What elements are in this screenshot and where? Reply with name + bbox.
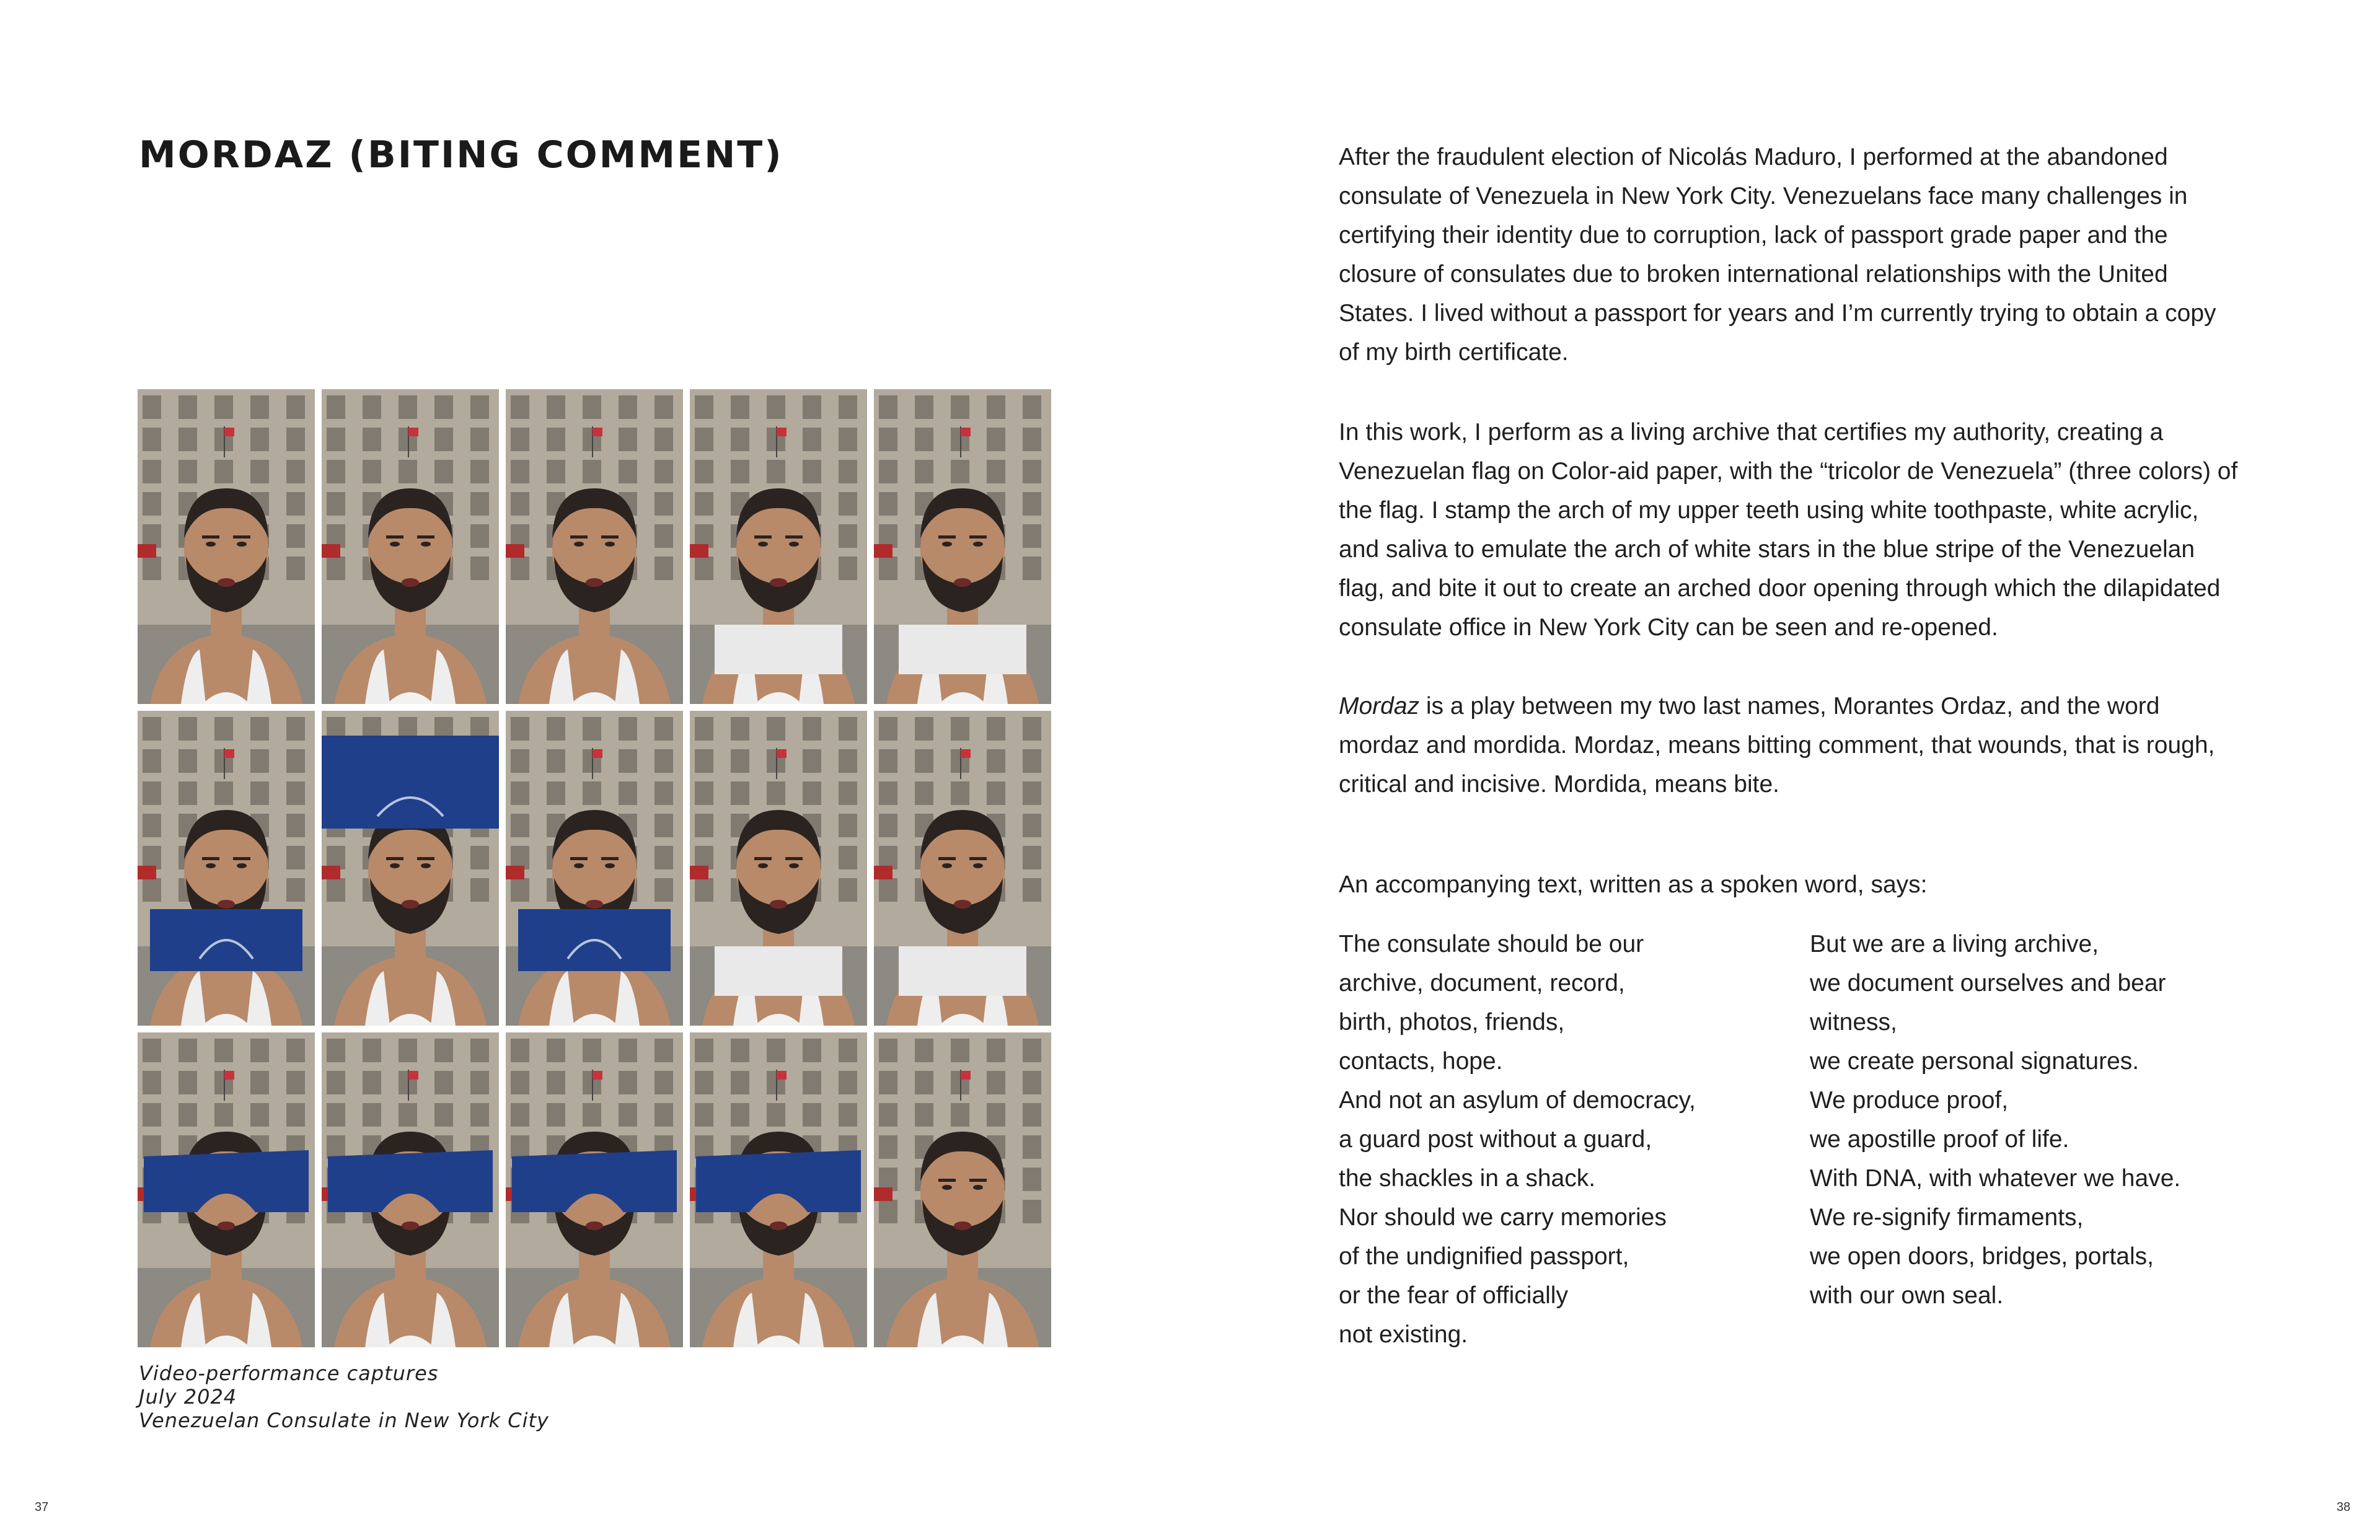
performance-photo xyxy=(322,1032,499,1347)
performance-photo xyxy=(322,389,499,704)
poem-line: archive, document, record, xyxy=(1339,970,1625,997)
text-line: flag, and bite it out to create an arched door opening through which the dilapidated xyxy=(1339,575,2221,602)
poem-line: Nor should we carry memories xyxy=(1339,1204,1667,1231)
poem-line: the shackles in a shack. xyxy=(1339,1165,1596,1192)
poem-line: we apostille proof of life. xyxy=(1810,1126,2069,1153)
paragraph-election xyxy=(1339,138,2256,372)
text-line: closure of consulates due to broken international relationships with the United xyxy=(1339,261,2168,288)
text-line: consulate of Venezuela in New York City. Venezuelans face many challenges in xyxy=(1339,183,2188,209)
poem-line: But we are a living archive, xyxy=(1810,931,2099,957)
poem-line: With DNA, with whatever we have. xyxy=(1810,1165,2181,1192)
performance-photo xyxy=(322,711,499,1026)
performance-photo-image xyxy=(690,1032,867,1347)
poem-column-right xyxy=(1810,925,2256,1315)
text-line: States. I lived without a passport for years and I’m currently trying to obtain a copy xyxy=(1339,300,2216,327)
performance-photo xyxy=(506,1032,683,1347)
text-line: Venezuelan flag on Color-aid paper, with the “tricolor de Venezuela” (three colors) of xyxy=(1339,458,2238,485)
poem-line: a guard post without a guard, xyxy=(1339,1126,1652,1153)
poem-line: or the fear of officially xyxy=(1339,1282,1568,1309)
text-line xyxy=(1339,687,2256,726)
text-line: certifying their identity due to corruption, lack of passport grade paper and the xyxy=(1339,222,2168,249)
performance-photo xyxy=(690,711,867,1026)
performance-photo-image xyxy=(506,1032,683,1347)
caption-line-date: July 2024 xyxy=(139,1385,237,1409)
poem-line: We produce proof, xyxy=(1810,1087,2009,1114)
text-line: of my birth certificate. xyxy=(1339,339,1569,366)
performance-photo xyxy=(874,711,1051,1026)
poem-column-left xyxy=(1339,925,1785,1354)
poem-line: contacts, hope. xyxy=(1339,1048,1503,1075)
photo-grid xyxy=(138,389,1051,1347)
poem-line: we open doors, bridges, portals, xyxy=(1810,1243,2154,1270)
text-line: After the fraudulent election of Nicolás Maduro, I performed at the abandoned xyxy=(1339,144,2168,170)
performance-photo xyxy=(506,711,683,1026)
poem-line: not existing. xyxy=(1339,1321,1468,1348)
performance-photo-image xyxy=(322,711,499,1026)
page-number-left: 37 xyxy=(35,1500,49,1514)
performance-photo-image xyxy=(506,389,683,704)
photo-caption xyxy=(139,1362,549,1432)
performance-photo-image xyxy=(322,1032,499,1347)
poem-intro xyxy=(1339,865,2256,904)
poem-line: birth, photos, friends, xyxy=(1339,1009,1565,1036)
italic-title-word: Mordaz xyxy=(1339,693,1420,719)
performance-photo xyxy=(690,389,867,704)
text-line: and saliva to emulate the arch of white stars in the blue stripe of the Venezuelan xyxy=(1339,536,2195,563)
poem-line: witness, xyxy=(1810,1009,1897,1036)
text-line: the flag. I stamp the arch of my upper teeth using white toothpaste, white acrylic, xyxy=(1339,497,2199,524)
performance-photo-image xyxy=(690,711,867,1026)
poem-line: we document ourselves and bear xyxy=(1810,970,2166,997)
text-line: An accompanying text, written as a spoken word, says: xyxy=(1339,871,1928,898)
caption-line-location: Venezuelan Consulate in New York City xyxy=(139,1409,549,1432)
text-line: In this work, I perform as a living archive that certifies my authority, creating a xyxy=(1339,419,2164,446)
performance-photo-image xyxy=(874,711,1051,1026)
paragraph-living-archive xyxy=(1339,413,2256,647)
performance-photo xyxy=(138,711,315,1026)
caption-line-medium: Video-performance captures xyxy=(139,1362,439,1385)
poem-line: We re-signify firmaments, xyxy=(1810,1204,2084,1231)
performance-photo xyxy=(138,389,315,704)
performance-photo-image xyxy=(138,389,315,704)
page-title: MORDAZ (BITING COMMENT) xyxy=(139,133,783,177)
text-line: mordaz and mordida. Mordaz, means bitting comment, that wounds, that is rough, xyxy=(1339,732,2215,759)
performance-photo-image xyxy=(690,389,867,704)
poem-line: with our own seal. xyxy=(1810,1282,2004,1309)
performance-photo-image xyxy=(138,711,315,1026)
paragraph-mordaz xyxy=(1339,687,2256,804)
text-fragment: is a play between my two last names, Morantes Ordaz, and the word xyxy=(1419,693,2160,719)
text-line: critical and incisive. Mordida, means bite. xyxy=(1339,771,1779,798)
poem-line: The consulate should be our xyxy=(1339,931,1644,957)
performance-photo xyxy=(138,1032,315,1347)
poem-line: we create personal signatures. xyxy=(1810,1048,2140,1075)
performance-photo-image xyxy=(874,1032,1051,1347)
performance-photo-image xyxy=(874,389,1051,704)
poem-line: And not an asylum of democracy, xyxy=(1339,1087,1696,1114)
poem-line: of the undignified passport, xyxy=(1339,1243,1629,1270)
performance-photo-image xyxy=(138,1032,315,1347)
performance-photo xyxy=(874,1032,1051,1347)
performance-photo-image xyxy=(506,711,683,1026)
performance-photo xyxy=(690,1032,867,1347)
text-line: consulate office in New York City can be seen and re-opened. xyxy=(1339,614,1998,641)
performance-photo xyxy=(874,389,1051,704)
performance-photo xyxy=(506,389,683,704)
performance-photo-image xyxy=(322,389,499,704)
page-number-right: 38 xyxy=(2337,1500,2351,1514)
